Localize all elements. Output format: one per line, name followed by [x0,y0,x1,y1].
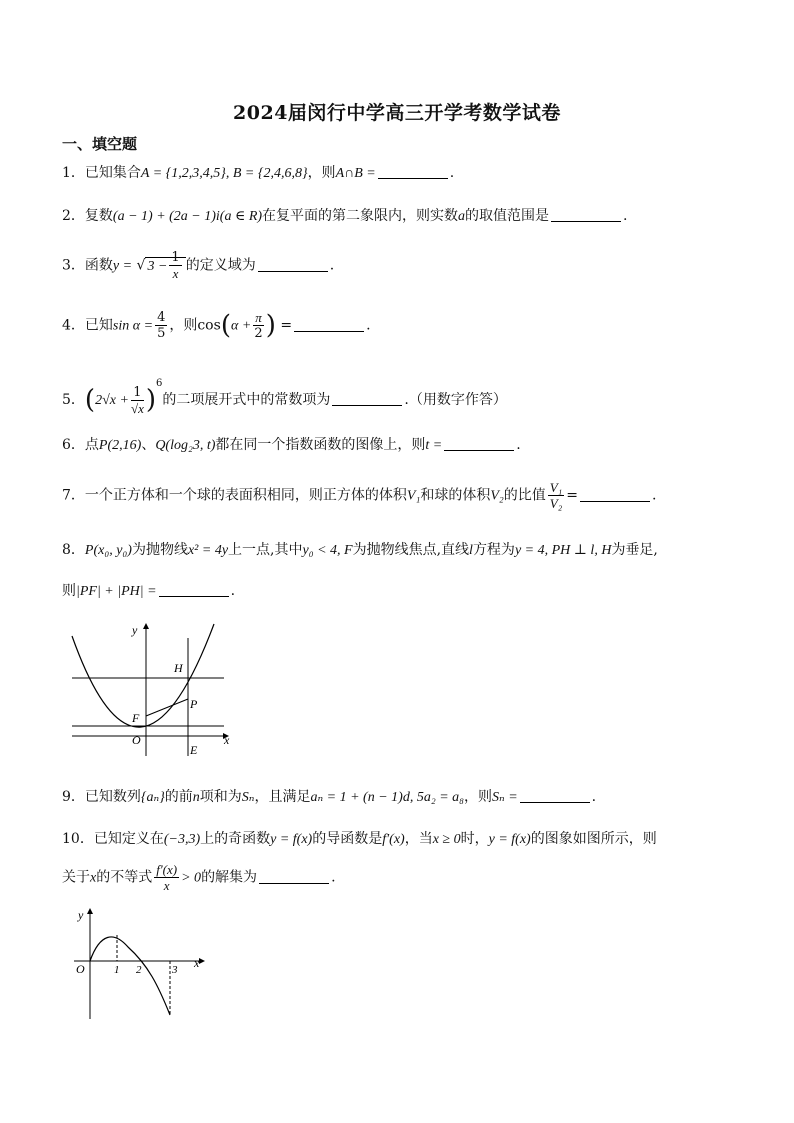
question-8-line2: 则|PF| + |PH| = . [62,583,236,599]
function-curve [90,937,170,1015]
question-1: 1．已知集合A = {1,2,3,4,5}, B = {2,4,6,8}，则A∩B = . [62,165,455,181]
answer-blank[interactable] [159,582,229,597]
answer-blank[interactable] [258,257,328,272]
label-f: F [132,711,140,725]
label-o: O [76,962,85,976]
label-o: O [132,733,141,747]
tick-3: 3 [172,964,178,976]
question-5: 5．(2√x + $\frac{1}{√x}$ )$^6$的二项展开式中的常数项为 .（用数字作答） [62,378,507,416]
question-10: 10．已知定义在(−3,3)上的奇函数y = f(x)的导函数是f′(x)，当x ≥ 0时，y = f(x)的图象如图所示，则 [62,831,657,847]
answer-blank[interactable] [444,436,514,451]
page-title: 2024届闵行中学高三开学考数学试卷 [233,102,561,124]
question-7: 7．一个正方体和一个球的表面积相同，则正方体的体积V₁和球的体积V₂的比值 $\frac{\text{V₁}}{\text{V₂}}$ = . [62,480,657,511]
label-h: H [174,661,183,675]
segment-fp [146,699,188,716]
label-x: x [194,956,200,970]
answer-blank[interactable] [259,869,329,884]
question-9: 9．已知数列{aₙ}的前n项和为Sₙ，且满足aₙ = 1 + (n − 1)d, 5a₂ = a₈，则Sₙ = . [62,789,597,805]
question-10-line2: 关于x的不等式 $\frac{f'(x)}{x}$ > 0的解集为 . [62,862,336,893]
label-y: y [78,908,84,922]
label-p: P [190,697,198,711]
label-x: x [224,733,230,747]
parabola-figure [64,620,244,760]
answer-blank[interactable] [551,207,621,222]
question-6: 6．点P(2,16)、Q(log₂3, t)都在同一个指数函数的图像上，则t = . [62,437,521,453]
answer-blank[interactable] [580,487,650,502]
tick-2: 2 [136,964,142,976]
question-4: 4．已知sin α = $\frac{4}{5}$ ，则cos(α + $\frac{\pi}{2}$ ) = . [62,310,371,341]
answer-blank[interactable] [378,164,448,179]
answer-blank[interactable] [294,317,364,332]
section-heading: 一、填空题 [62,135,138,153]
function-figure [70,905,210,1025]
question-2: 2．复数(a − 1) + (2a − 1)i(a ∈ R)在复平面的第二象限内，则实数a的取值范围是 . [62,208,628,224]
parabola-curve [72,624,214,727]
question-3: 3．函数y = √ 3 − $\frac{1}{x}$ 的定义域为 . [62,250,335,281]
question-8: 8．P(x₀, y₀)为抛物线x² = 4y上一点,其中y₀ < 4, F为抛物线焦点,直线l方程为y = 4, PH ⊥ l, H为垂足, [62,542,658,558]
tick-1: 1 [114,964,120,976]
label-e: E [190,743,198,757]
answer-blank[interactable] [332,391,402,406]
answer-blank[interactable] [520,788,590,803]
label-y: y [132,623,138,637]
